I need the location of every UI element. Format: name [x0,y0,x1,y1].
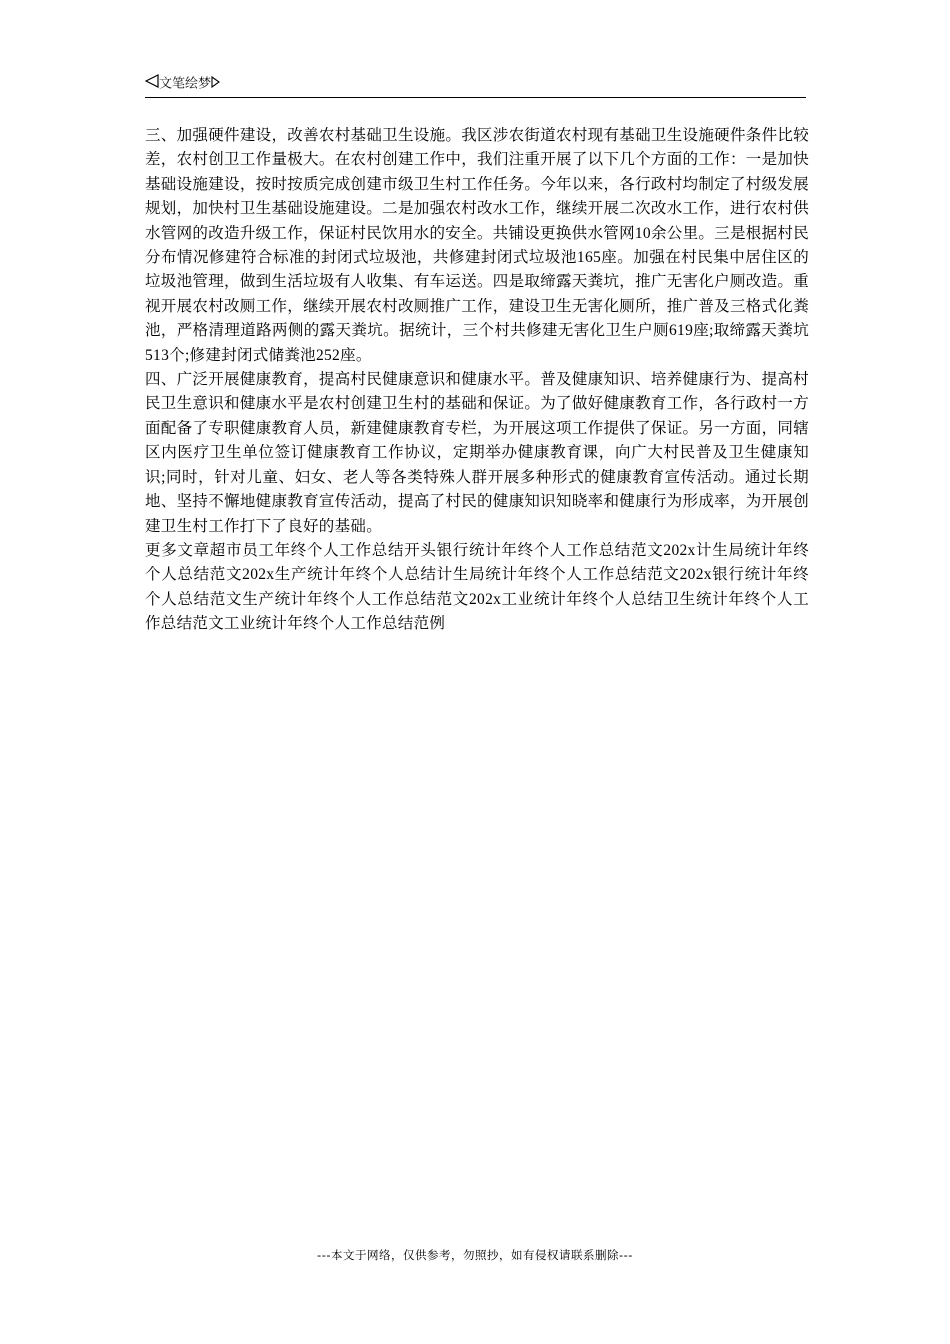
triangle-left-icon [145,74,159,95]
header-rule [145,97,806,98]
document-body [145,124,809,637]
triangle-right-icon [211,75,220,95]
header-title: 文笔绘梦 [159,76,212,92]
page-header [145,74,805,94]
paragraph-section-three: 三、加强硬件建设，改善农村基础卫生设施。我区涉农街道农村现有基础卫生设施硬件条件比较差，农村创卫工作量极大。在农村创建工作中，我们注重开展了以下几个方面的工作：一是加快基础设施建设，按时按质完成创建市级卫生村工作任务。今年以来，各行政村均制定了村级发展规划，加快村卫生基础设施建设。二是加强农村改水工作，继续开展二次改水工作，进行农村供水管网的改造升级工作，保证村民饮用水的安全。共铺设更换供水管网10余公里。三是根据村民分布情况修建符合标准的封闭式垃圾池，共修建封闭式垃圾池165座。加强在村民集中居住区的垃圾池管理，做到生活垃圾有人收集、有车运送。四是取缔露天粪坑，推广无害化户厕改造。重视开展农村改厕工作，继续开展农村改厕推广工作，建设卫生无害化厕所，推广普及三格式化粪池，严格清理道路两侧的露天粪坑。据统计，三个村共修建无害化卫生户厕619座;取缔露天粪坑513个;修建封闭式储粪池252座。 [145,127,809,364]
paragraph-more-articles: 更多文章超市员工年终个人工作总结开头银行统计年终个人工作总结范文202x计生局统计年终个人总结范文202x生产统计年终个人总结计生局统计年终个人工作总结范文202x银行统计年终个人总结范文生产统计年终个人工作总结范文202x工业统计年终个人总结卫生统计年终个人工作总结范文工业统计年终个人工作总结范例 [145,541,809,633]
footer-disclaimer: ---本文于网络，仅供参考，勿照抄，如有侵权请联系删除--- [317,1248,633,1262]
paragraph-section-four: 四、广泛开展健康教育，提高村民健康意识和健康水平。普及健康知识、培养健康行为、提高村民卫生意识和健康水平是农村创建卫生村的基础和保证。为了做好健康教育工作，各行政村一方面配备了专职健康教育人员，新建健康教育专栏，为开展这项工作提供了保证。另一方面，同辖区内医疗卫生单位签订健康教育工作协议，定期举办健康教育课，向广大村民普及卫生健康知识;同时，针对儿童、妇女、老人等各类特殊人群开展多种形式的健康教育宣传活动。通过长期地、坚持不懈地健康教育宣传活动，提高了村民的健康知识知晓率和健康行为形成率，为开展创建卫生村工作打下了良好的基础。 [145,371,809,535]
